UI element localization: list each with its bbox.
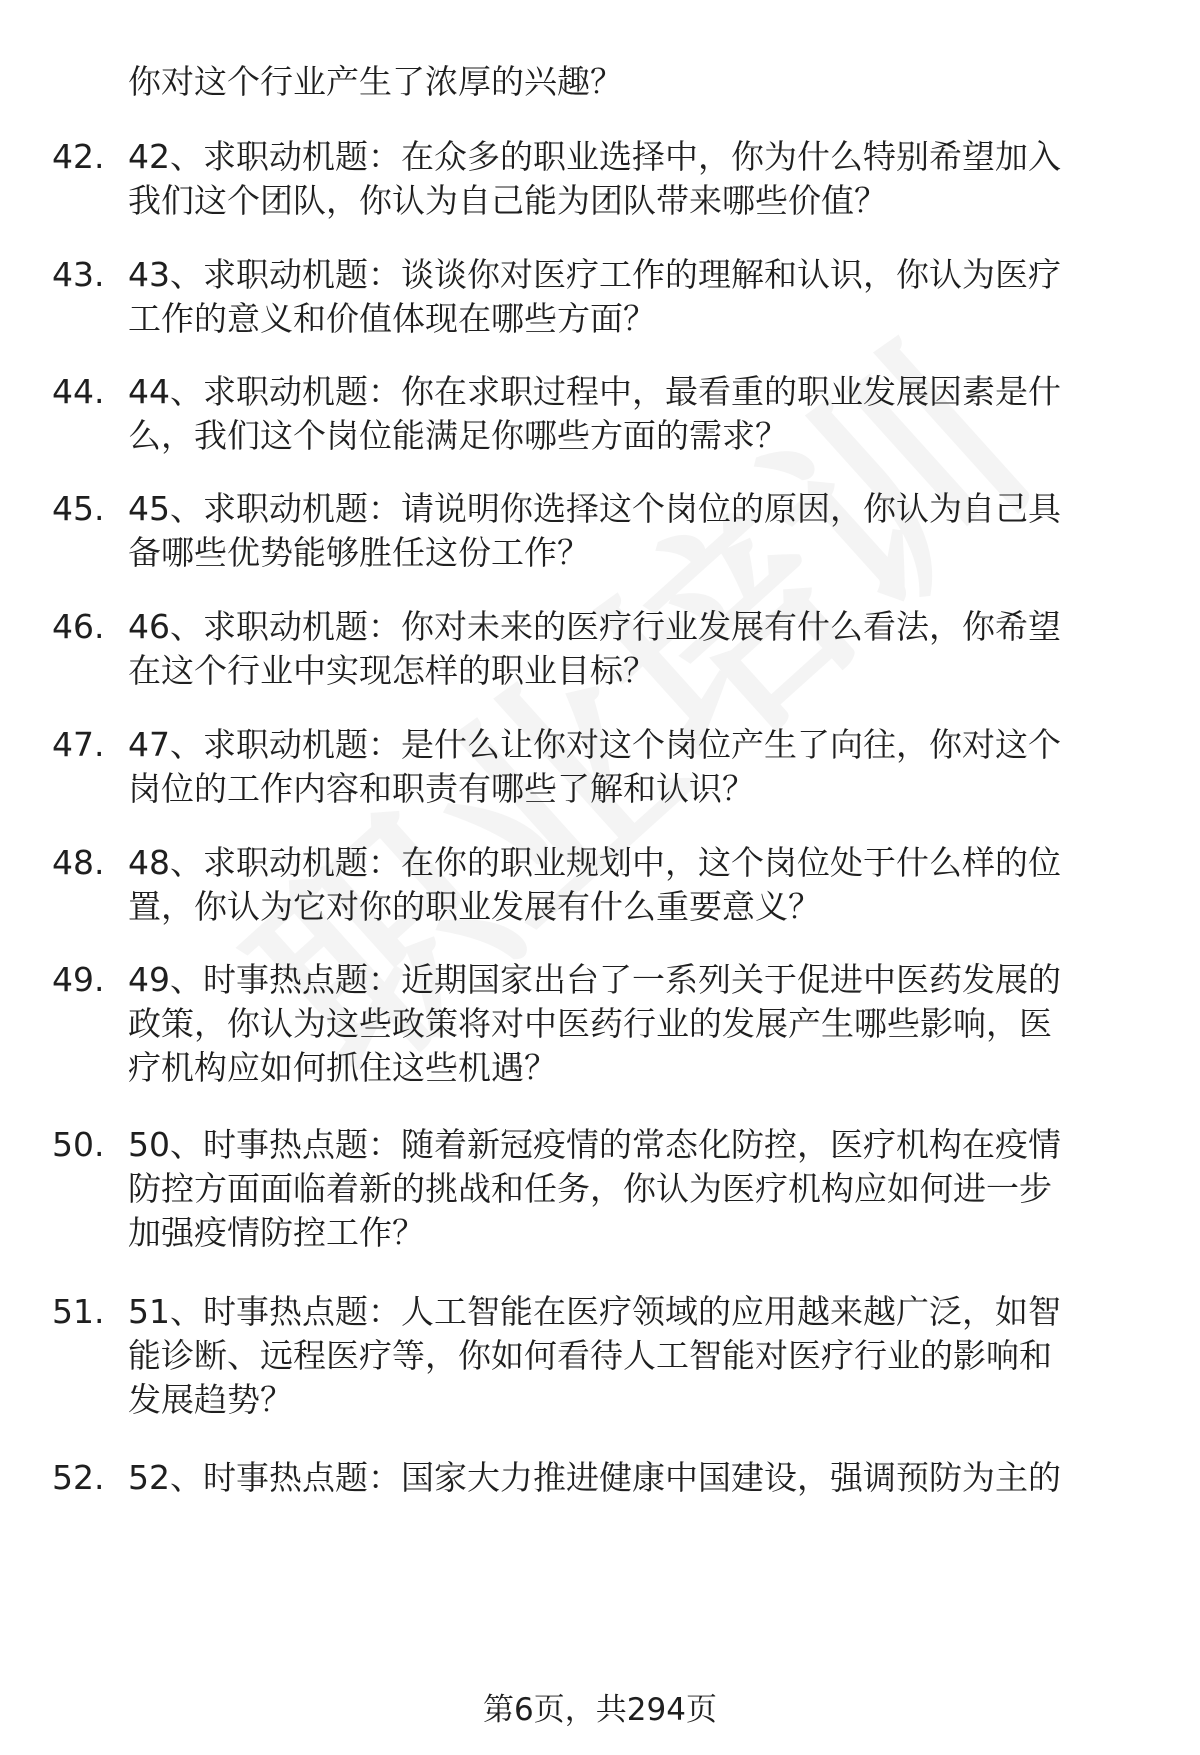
question-number: 48. bbox=[52, 843, 105, 882]
question-text-line: 49、时事热点题：近期国家出台了一系列关于促进中医药发展的 bbox=[128, 960, 1061, 999]
question-number: 44. bbox=[52, 372, 105, 411]
question-number: 52. bbox=[52, 1458, 105, 1497]
question-text-line: 能诊断、远程医疗等，你如何看待人工智能对医疗行业的影响和 bbox=[128, 1336, 1052, 1375]
question-text-line: 备哪些优势能够胜任这份工作？ bbox=[128, 533, 590, 572]
continuation-line: 你对这个行业产生了浓厚的兴趣？ bbox=[128, 62, 623, 101]
question-text-line: 么，我们这个岗位能满足你哪些方面的需求？ bbox=[128, 416, 788, 455]
question-text-line: 46、求职动机题：你对未来的医疗行业发展有什么看法，你希望 bbox=[128, 607, 1061, 646]
question-number: 49. bbox=[52, 960, 105, 999]
question-text-line: 51、时事热点题：人工智能在医疗领域的应用越来越广泛，如智 bbox=[128, 1292, 1061, 1331]
question-number: 47. bbox=[52, 725, 105, 764]
question-text-line: 加强疫情防控工作？ bbox=[128, 1213, 425, 1252]
question-number: 50. bbox=[52, 1125, 105, 1164]
question-text-line: 工作的意义和价值体现在哪些方面？ bbox=[128, 299, 656, 338]
question-text-line: 45、求职动机题：请说明你选择这个岗位的原因，你认为自己具 bbox=[128, 489, 1061, 528]
question-text-line: 52、时事热点题：国家大力推进健康中国建设，强调预防为主的 bbox=[128, 1458, 1061, 1497]
question-number: 46. bbox=[52, 607, 105, 646]
question-text-line: 43、求职动机题：谈谈你对医疗工作的理解和认识，你认为医疗 bbox=[128, 255, 1061, 294]
question-text-line: 44、求职动机题：你在求职过程中，最看重的职业发展因素是什 bbox=[128, 372, 1061, 411]
question-text-line: 政策，你认为这些政策将对中医药行业的发展产生哪些影响，医 bbox=[128, 1004, 1052, 1043]
question-text-line: 防控方面面临着新的挑战和任务，你认为医疗机构应如何进一步 bbox=[128, 1169, 1052, 1208]
question-number: 45. bbox=[52, 489, 105, 528]
question-text-line: 发展趋势？ bbox=[128, 1380, 293, 1419]
question-number: 43. bbox=[52, 255, 105, 294]
question-text-line: 48、求职动机题：在你的职业规划中，这个岗位处于什么样的位 bbox=[128, 843, 1061, 882]
question-text-line: 42、求职动机题：在众多的职业选择中，你为什么特别希望加入 bbox=[128, 137, 1061, 176]
question-number: 42. bbox=[52, 137, 105, 176]
question-text-line: 50、时事热点题：随着新冠疫情的常态化防控，医疗机构在疫情 bbox=[128, 1125, 1061, 1164]
question-text-line: 置，你认为它对你的职业发展有什么重要意义？ bbox=[128, 887, 821, 926]
question-text-line: 疗机构应如何抓住这些机遇？ bbox=[128, 1048, 557, 1087]
page-footer: 第6页，共294页 bbox=[483, 1692, 717, 1728]
question-text-line: 我们这个团队，你认为自己能为团队带来哪些价值？ bbox=[128, 181, 887, 220]
question-text-line: 在这个行业中实现怎样的职业目标？ bbox=[128, 651, 656, 690]
question-text-line: 岗位的工作内容和职责有哪些了解和认识？ bbox=[128, 769, 755, 808]
question-number: 51. bbox=[52, 1292, 105, 1331]
question-text-line: 47、求职动机题：是什么让你对这个岗位产生了向往，你对这个 bbox=[128, 725, 1061, 764]
